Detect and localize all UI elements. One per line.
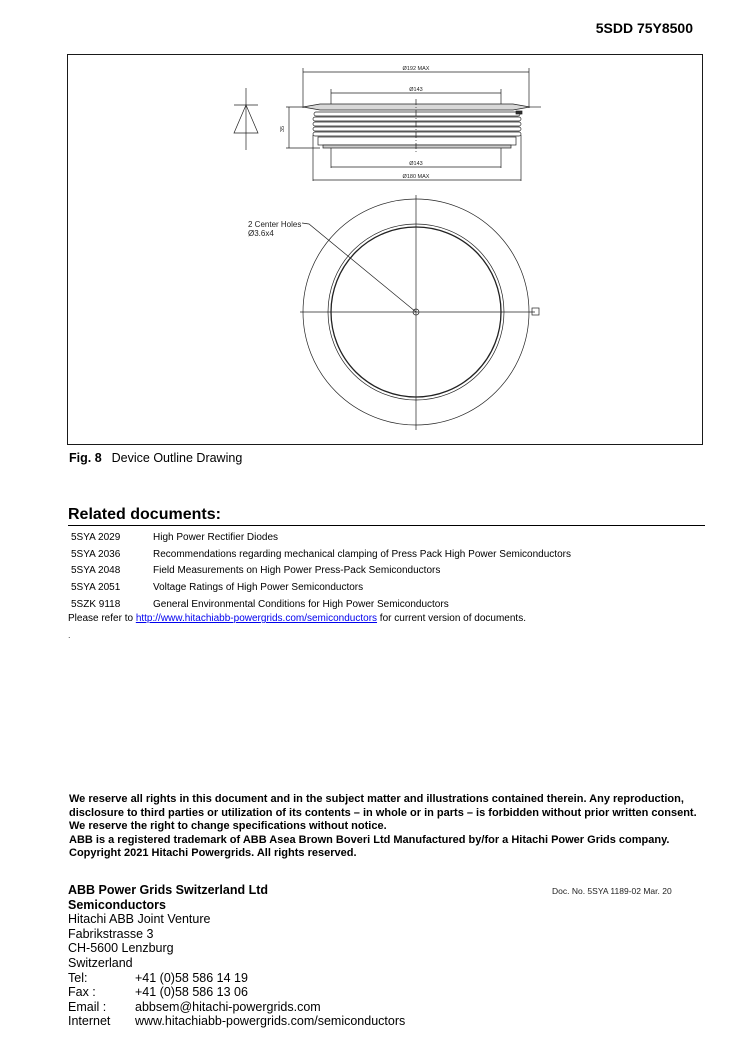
related-documents-heading: Related documents: (68, 506, 221, 523)
table-row (71, 563, 571, 580)
stray-mark: . (68, 630, 71, 640)
heading-rule (68, 525, 705, 526)
address-line: Fabrikstrasse 3 (68, 926, 154, 941)
contact-value: abbsem@hitachi-powergrids.com (135, 999, 321, 1014)
company-division: Semiconductors (68, 897, 166, 912)
doc-title: Voltage Ratings of High Power Semiconductors (153, 582, 364, 594)
company-name: ABB Power Grids Switzerland Ltd (68, 883, 269, 897)
doc-title: High Power Rectifier Diodes (153, 531, 279, 543)
figure-title: Device Outline Drawing (111, 451, 243, 465)
contact-internet (68, 1014, 405, 1029)
annotation-holes: 2 Center Holes (248, 220, 302, 229)
address-line: Hitachi ABB Joint Venture (68, 912, 211, 927)
contact-email (68, 1000, 405, 1015)
address-line: Switzerland (68, 955, 133, 970)
refer-prefix: Please refer to (68, 613, 136, 624)
document-id: 5SDD 75Y8500 (595, 20, 693, 36)
refer-suffix: for current version of documents. (377, 613, 526, 624)
refer-text (68, 613, 526, 624)
doc-title: General Environmental Conditions for High Power Semiconductors (153, 599, 449, 611)
address-line: CH-5600 Lenzburg (68, 941, 174, 956)
contact-fax (68, 985, 405, 1000)
contact-value: +41 (0)58 586 14 19 (135, 970, 248, 985)
doc-code: 5SYA 2029 (71, 531, 121, 543)
legal-line: ABB is a registered trademark of ABB Asea Brown Boveri Ltd Manufactured by/for a Hitachi Power Grids company. (69, 833, 670, 846)
dim-top-inner: Ø143 (409, 87, 423, 93)
dim-height: 35 (280, 125, 286, 133)
doc-code: 5SZK 9118 (71, 599, 121, 611)
contact-tel (68, 971, 405, 986)
legal-line: disclosure to third parties or utilization of its contents – in whole or in parts – is forbidden without prior written consent. (69, 806, 697, 819)
table-row (71, 546, 571, 563)
contact-label: Email : (68, 999, 107, 1014)
dim-top-max: Ø192 MAX (402, 66, 430, 72)
legal-line: We reserve the right to change specifications without notice. (69, 820, 387, 833)
diode-symbol-icon (234, 88, 258, 150)
annotation-holes-size: Ø3.6x4 (248, 229, 274, 238)
doc-code: 5SYA 2051 (71, 582, 121, 594)
document-number: Doc. No. 5SYA 1189-02 Mar. 20 (552, 886, 672, 896)
figure-number: Fig. 8 (69, 451, 102, 465)
legal-line: We reserve all rights in this document and in the subject matter and illustrations contained therein. Any reproduction, (69, 793, 684, 805)
device-outline-drawing (67, 54, 703, 445)
company-address-block (68, 883, 405, 1029)
related-documents-table (71, 529, 571, 613)
contact-value: +41 (0)58 586 13 06 (135, 985, 248, 1000)
legal-line: Copyright 2021 Hitachi Powergrids. All rights reserved. (69, 847, 357, 860)
doc-title: Recommendations regarding mechanical clamping of Press Pack High Power Semiconductors (153, 548, 571, 560)
contact-label: Internet (68, 1014, 111, 1029)
contact-label: Tel: (68, 970, 88, 985)
table-row (71, 596, 571, 613)
table-row (71, 529, 571, 546)
figure-caption (69, 451, 242, 465)
dim-bottom-max: Ø180 MAX (402, 174, 430, 180)
semiconductors-link[interactable]: http://www.hitachiabb-powergrids.com/semiconductors (135, 613, 378, 624)
contact-value: www.hitachiabb-powergrids.com/semiconductors (135, 1014, 406, 1029)
doc-title: Field Measurements on High Power Press-Pack Semiconductors (153, 565, 441, 577)
dim-bottom-inner: Ø143 (409, 161, 423, 167)
legal-notice (69, 793, 719, 861)
table-row (71, 579, 571, 596)
doc-code: 5SYA 2048 (71, 565, 121, 577)
doc-code: 5SYA 2036 (71, 548, 121, 560)
contact-label: Fax : (68, 985, 96, 1000)
